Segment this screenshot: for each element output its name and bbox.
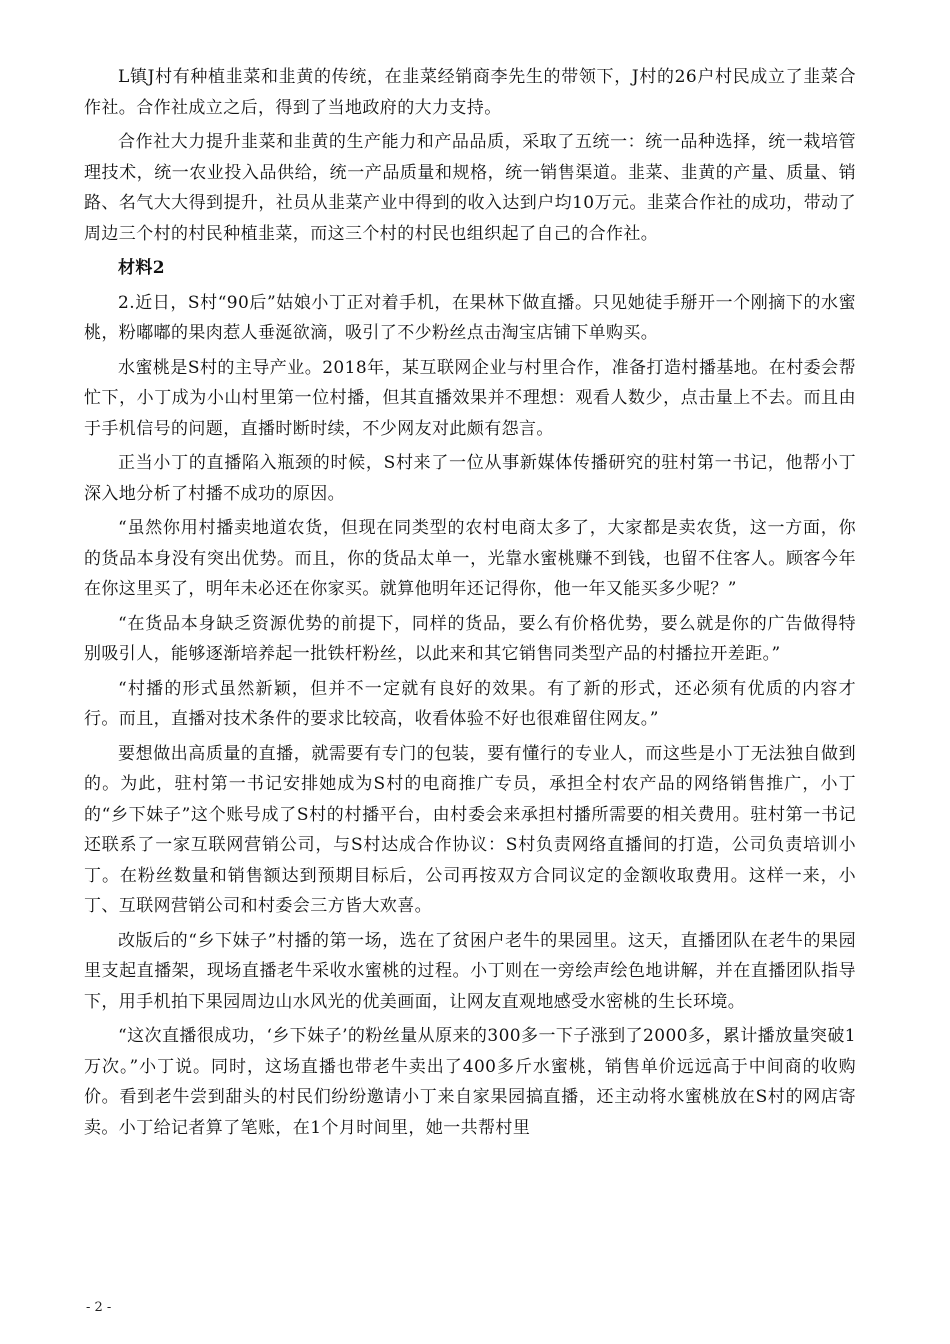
paragraph-intro-1: L镇J村有种植韭菜和韭黄的传统，在韭菜经销商李先生的带领下，J村的26户村民成立了韭菜合作社。合作社成立之后，得到了当地政府的大力支持。	[84, 67, 856, 118]
paragraph-5: “在货品本身缺乏资源优势的前提下，同样的货品，要么有价格优势，要么就是你的广告做得特别吸引人，能够逐渐培养起一批铁杆粉丝，以此来和其它销售同类型产品的村播拉开差距。”	[84, 613, 856, 664]
paragraph-4: “虽然你用村播卖地道农货，但现在同类型的农村电商太多了，大家都是卖农货，这一方面，你的货品本身没有突出优势。而且，你的货品太单一，光靠水蜜桃赚不到钱，也留不住客人。顾客今年在你这里买了，明年未必还在你家买。就算他明年还记得你，他一年又能买多少呢？”	[84, 518, 856, 599]
paragraph-2: 水蜜桃是S村的主导产业。2018年，某互联网企业与村里合作，准备打造村播基地。在村委会帮忙下，小丁成为小山村里第一位村播，但其直播效果并不理想：观看人数少，点击量上不去。而且由于手机信号的问题，直播时断时续，不少网友对此颇有怨言。	[84, 357, 856, 439]
paragraph-1: 2.近日，S村“90后”姑娘小丁正对着手机，在果林下做直播。只见她徒手掰开一个刚摘下的水蜜桃，粉嘟嘟的果肉惹人垂涎欲滴，吸引了不少粉丝点击淘宝店铺下单购买。	[84, 292, 856, 343]
paragraph-8: 改版后的“乡下妹子”村播的第一场，选在了贫困户老牛的果园里。这天，直播团队在老牛的果园里支起直播架，现场直播老牛采收水蜜桃的过程。小丁则在一旁绘声绘色地讲解，并在直播团队指导下，用手机拍下果园周边山水风光的优美画面，让网友直观地感受水密桃的生长环境。	[84, 930, 856, 1012]
section-heading: 材料2	[118, 258, 166, 278]
paragraph-9: “这次直播很成功，‘乡下妹子’的粉丝量从原来的300多一下子涨到了2000多，累计播放量突破1万次。”小丁说。同时，这场直播也带老牛卖出了400多斤水蜜桃，销售单价远远高于中间商的收购价。看到老牛尝到甜头的村民们纷纷邀请小丁来自家果园搞直播，还主动将水蜜桃放在S村的网店寄卖。小丁给记者算了笔账，在1个月时间里，她一共帮村里	[84, 1026, 856, 1138]
paragraph-6: “村播的形式虽然新颖，但并不一定就有良好的效果。有了新的形式，还必须有优质的内容才行。而且，直播对技术条件的要求比较高，收看体验不好也很难留住网友。”	[84, 678, 856, 729]
page-number: - 2 -	[86, 1300, 112, 1315]
paragraph-intro-2: 合作社大力提升韭菜和韭黄的生产能力和产品品质，采取了五统一：统一品种选择，统一栽培管理技术，统一农业投入品供给，统一产品质量和规格，统一销售渠道。韭菜、韭黄的产量、质量、销路、名气大大得到提升，社员从韭菜产业中得到的收入达到户均10万元。韭菜合作社的成功，带动了周边三个村的村民种植韭菜，而这三个村的村民也组织起了自己的合作社。	[84, 132, 856, 244]
paragraph-7: 要想做出高质量的直播，就需要有专门的包装，要有懂行的专业人，而这些是小丁无法独自做到的。为此，驻村第一书记安排她成为S村的电商推广专员，承担全村农产品的网络销售推广，小丁的“乡下妹子”这个账号成了S村的村播平台，由村委会来承担村播所需要的相关费用。驻村第一书记还联系了一家互联网营销公司，与S村达成合作协议：S村负责网络直播间的打造，公司负责培训小丁。在粉丝数量和销售额达到预期目标后，公司再按双方合同议定的金额收取费用。这样一来，小丁、互联网营销公司和村委会三方皆大欢喜。	[84, 743, 856, 916]
paragraph-3: 正当小丁的直播陷入瓶颈的时候，S村来了一位从事新媒体传播研究的驻村第一书记，他帮小丁深入地分析了村播不成功的原因。	[84, 453, 856, 504]
document-body	[84, 62, 856, 1147]
